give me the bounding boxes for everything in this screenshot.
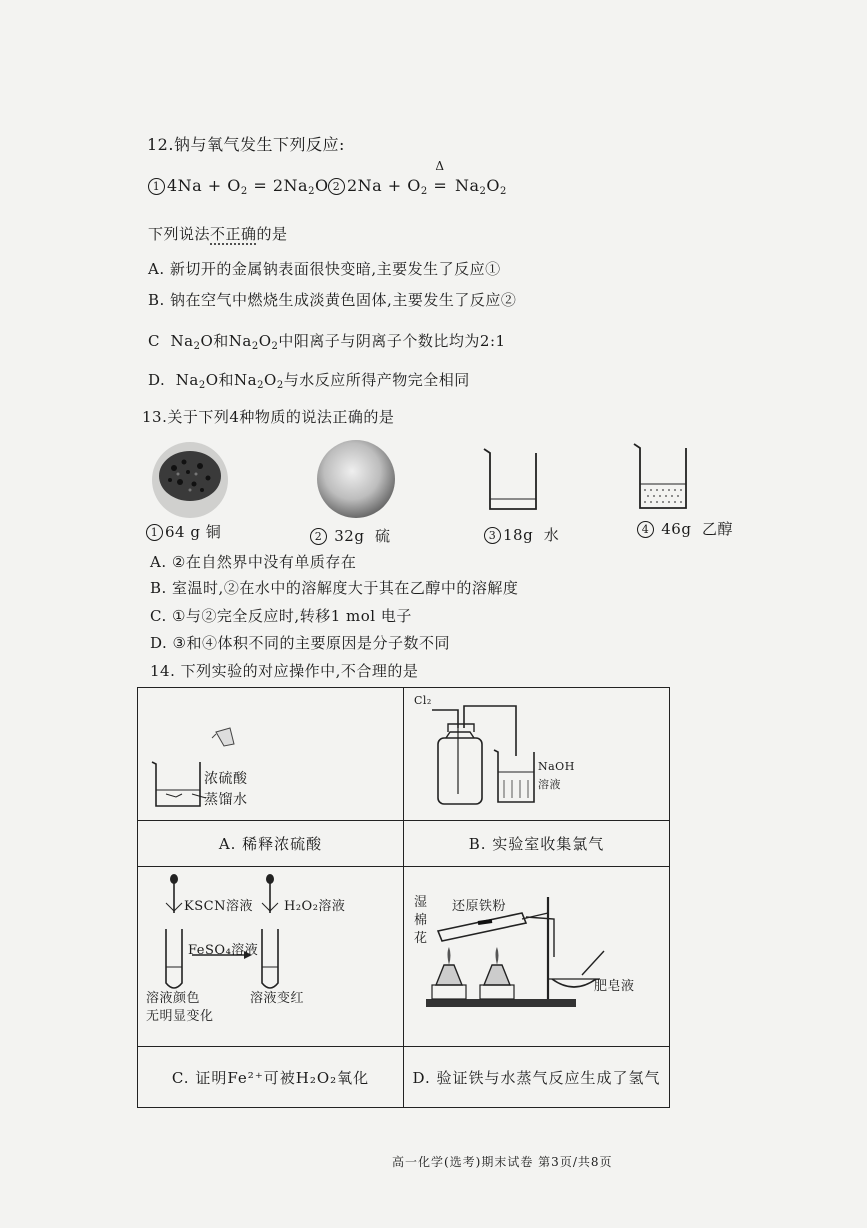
wet-label-2: 棉 xyxy=(414,913,428,928)
q12-option-c: C $Na_2O$和$Na_2O_2$中阳离子与阴离子个数比均为2:1 xyxy=(148,332,506,352)
naoh-label: NaOH xyxy=(538,760,575,773)
q13-stem: 13.关于下列4种物质的说法正确的是 xyxy=(142,408,395,426)
h2o2-label: H₂O₂溶液 xyxy=(284,899,346,914)
kscn-label: KSCN溶液 xyxy=(184,899,253,914)
option-b-figure-cell xyxy=(404,688,670,821)
q12-ask: 下列说法不正确的是 xyxy=(148,225,288,243)
q13-option-d: D. ③和④体积不同的主要原因是分子数不同 xyxy=(150,634,450,652)
iron-powder-label: 还原铁粉 xyxy=(452,899,507,914)
iron-steam-apparatus-diagram xyxy=(418,887,618,1017)
q12-option-d: D. $Na_2O$和$Na_2O_2$与水反应所得产物完全相同 xyxy=(148,371,470,391)
note-no-change-2: 无明显变化 xyxy=(146,1009,214,1024)
q13-option-b: B. 室温时,②在水中的溶解度大于其在乙醇中的溶解度 xyxy=(150,579,519,597)
test-tube-diagram xyxy=(158,873,298,993)
q13-item-1: 1 64 g 铜 xyxy=(146,521,221,542)
option-a-caption: A. 稀释浓硫酸 xyxy=(138,821,404,867)
q12-stem: 12.钠与氧气发生下列反应: xyxy=(147,135,345,154)
wet-label-3: 花 xyxy=(414,931,428,946)
solution-label: 溶液 xyxy=(538,778,561,791)
q12-option-a: A. 新切开的金属钠表面很快变暗,主要发生了反应① xyxy=(148,260,501,278)
q12-equation-1: 1 $4Na + O_2 = 2Na_2O$ xyxy=(148,176,329,197)
q12-equation-2: 2 $2Na + O_2$ Δ = $Na_2O_2$ xyxy=(328,176,507,197)
q13-item-2: 2 32g 硫 xyxy=(310,525,391,546)
option-d-figure-cell xyxy=(404,867,670,1047)
option-d-caption: D. 验证铁与水蒸气反应生成了氢气 xyxy=(404,1047,670,1108)
conc-sulfuric-label: 浓硫酸 xyxy=(204,771,248,787)
q13-item-3: 3 18g 水 xyxy=(484,524,559,545)
copper-sample-image xyxy=(150,440,230,520)
distilled-water-label: 蒸馏水 xyxy=(204,792,248,808)
option-c-figure-cell xyxy=(138,867,404,1047)
option-c-caption: C. 证明Fe²⁺可被H₂O₂氧化 xyxy=(138,1047,404,1108)
note-turns-red: 溶液变红 xyxy=(250,991,305,1006)
water-beaker-image xyxy=(480,445,542,515)
q13-option-c: C. ①与②完全反应时,转移1 mol 电子 xyxy=(150,607,412,625)
cl2-inlet-label: Cl₂ xyxy=(414,694,432,707)
feso4-label: FeSO₄溶液 xyxy=(188,943,259,958)
option-a-figure-cell xyxy=(138,688,404,821)
page-footer: 高一化学(选考)期末试卷 第3页/共8页 xyxy=(392,1155,613,1169)
option-b-caption: B. 实验室收集氯气 xyxy=(404,821,670,867)
q14-stem: 14. 下列实验的对应操作中,不合理的是 xyxy=(150,662,419,680)
ethanol-beaker-image xyxy=(630,440,692,514)
chlorine-collection-diagram xyxy=(410,694,550,814)
note-no-change-1: 溶液颜色 xyxy=(146,991,201,1006)
q12-option-b: B. 钠在空气中燃烧生成淡黄色固体,主要发生了反应② xyxy=(148,291,517,309)
q14-options-table xyxy=(137,687,670,1108)
wet-label-1: 湿 xyxy=(414,895,428,910)
eq1-number: 1 xyxy=(148,178,165,195)
sulfur-sample-image xyxy=(315,438,397,520)
q13-option-a: A. ②在自然界中没有单质存在 xyxy=(150,553,357,571)
soap-label: 肥皂液 xyxy=(594,979,635,994)
eq2-number: 2 xyxy=(328,178,345,195)
q13-item-4: 4 46g 乙醇 xyxy=(637,518,733,539)
